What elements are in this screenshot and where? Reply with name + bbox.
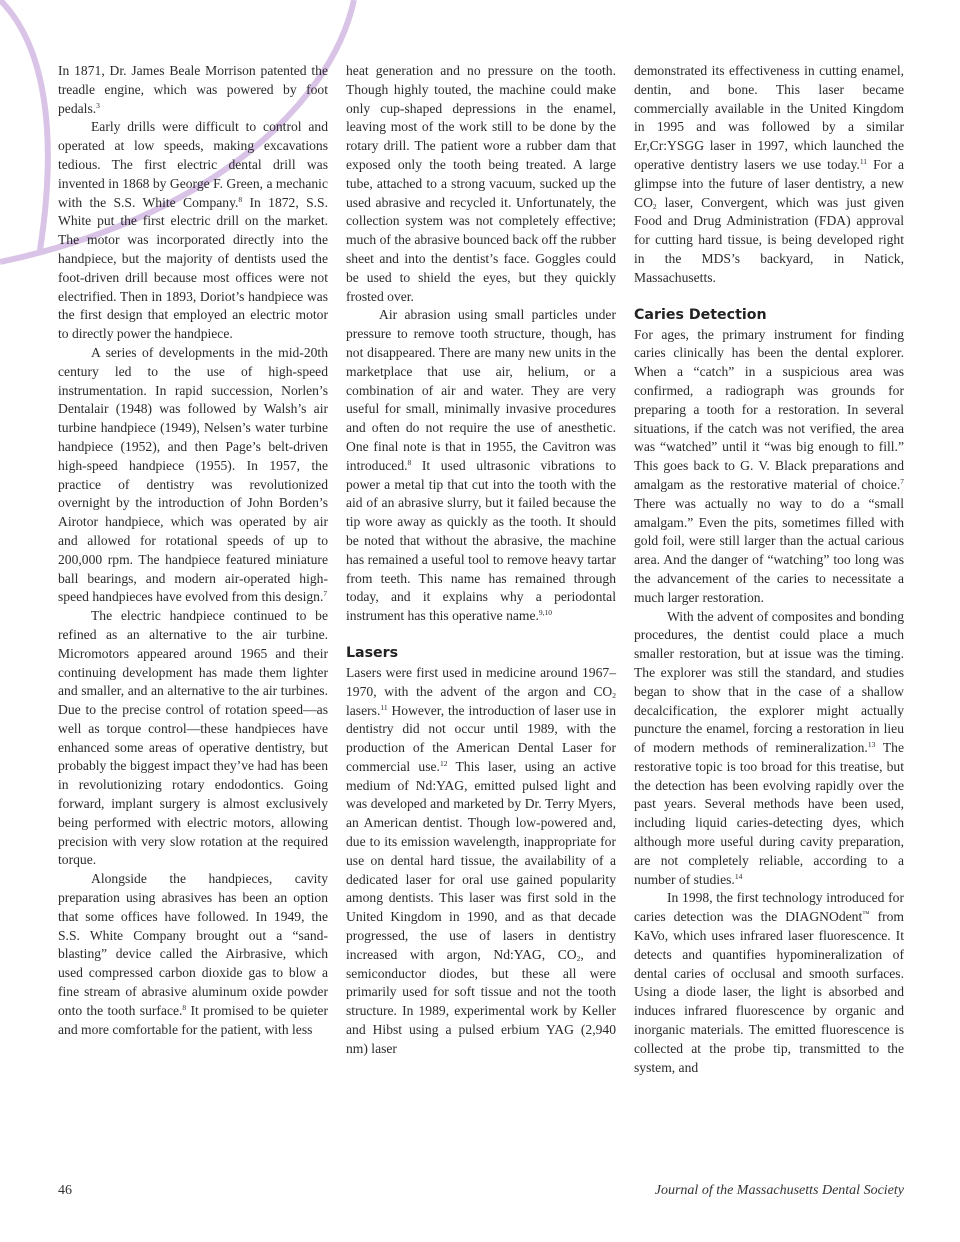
column-2: [346, 62, 616, 1059]
paragraph: Alongside the handpieces, cavity preparation using abrasives has been an option that some offices have followed. In 1949, the S.S. White Company brought out a “sand-blasting” device called the Airbrasive, which used compressed carbon dioxide gas to blow a fine stream of abrasive aluminum oxide powder onto the tooth surface.$^8$ It promised to be quieter and more comfortable for the patient, with less: [58, 871, 328, 1037]
paragraph: Lasers were first used in medicine around 1967–1970, with the advent of the argon and $CO_2$ lasers.$^{11}$ However, the introduction of laser use in dentistry did not occur until 1989, with the production of the American Dental Laser for commercial use.$^{12}$ This laser, using an active medium of Nd:YAG, emitted pulsed light and was developed and marketed by Dr. Terry Myers, an American dentist. Though low-powered and, due to its emission wavelength, inappropriate for use on dental hard tissue, the availability of a dedicated laser for oral use gained popularity among dentists. This laser was first sold in the United Kingdom in 1990, and as that decade progressed, the use of lasers in dentistry increased with argon, Nd:YAG, $CO_2$, and semiconductor diodes, but these all were primarily used for soft tissue and not the tooth structure. In 1989, experimental work by Keller and Hibst using a pulsed erbium YAG (2,940 nm) laser: [346, 664, 616, 1056]
paragraph: demonstrated its effectiveness in cutting enamel, dentin, and bone. This laser became commercially available in the United Kingdom in 1995 and was followed by a similar Er,Cr:YSGG laser in 1997, which launched the operative dentistry lasers we use today.$^{11}$ For a glimpse into the future of laser dentistry, a new $CO_2$ laser, Convergent, which was just given Food and Drug Administration (FDA) approval for cutting hard tissue, is being developed right in the MDS’s backyard, in Natick, Massachusetts.: [634, 63, 904, 285]
paragraph: In 1871, Dr. James Beale Morrison patented the treadle engine, which was powered by foot pedals.$^3$: [58, 63, 328, 116]
paragraph: A series of developments in the mid-20th century led to the use of high-speed instrumentation. In rapid succession, Norlen’s Dentalair (1948) was followed by Walsh’s air turbine handpiece (1949), Nelsen’s water turbine handpiece (1952), and then Page’s belt-driven high-speed handpiece (1955). In 1957, the practice of dentistry was revolutionized overnight by the introduction of John Borden’s Airotor handpiece, which was operated by air and allowed for rotational speeds of up to 200,000 rpm. The handpiece featured miniature ball bearings, and modern air-operated high-speed handpieces have evolved from this design.$^7$: [58, 344, 328, 605]
section-heading-caries-detection: Caries Detection: [634, 306, 767, 323]
journal-name: Journal of the Massachusetts Dental Society: [654, 1183, 904, 1198]
paragraph: Early drills were difficult to control and operated at low speeds, making excavations tedious. The first electric dental drill was invented in 1868 by George F. Green, a mechanic with the S.S. White Company.$^8$ In 1872, S.S. White put the first electric drill on the market. The motor was incorporated directly into the handpiece, but the majority of dentists used the foot-driven drill because most offices were not electrified. Then in 1893, Doriot’s handpiece was the first design that employed an electric motor to directly power the handpiece.: [58, 119, 328, 342]
paragraph: Air abrasion using small particles under pressure to remove tooth structure, though, has not disappeared. There are many new units in the marketplace that use air, helium, or a combination of air and water. They are very useful for small, minimally invasive procedures and often do not require the use of anesthetic. One final note is that in 1955, the Cavitron was introduced.$^8$ It used ultrasonic vibrations to power a metal tip that cut into the tooth with the aid of an abrasive slurry, but it failed because the tip wore away as quickly as the tooth. It should be noted that without the abrasive, the machine has remained a useful tool to remove heavy tartar from teeth. This name has remained through today, and it explains why a periodontal instrument has this operative name.$^{9,10}$: [346, 307, 616, 624]
section-heading-lasers: Lasers: [346, 644, 399, 661]
paragraph: The electric handpiece continued to be refined as an alternative to the air turbine. Micromotors appeared around 1965 and their continuing development has made them lighter and smaller, and an alternative to the air turbines. Due to the precise control of rotation speed—as well as torque control—these handpieces have enhanced some areas of operative dentistry, but probably the biggest impact they’ve had has been in revolutionizing rotary endodontics. Going forward, implant surgery is almost exclusively being performed with electric motors, allowing precision with very slow rotation at the required torque.: [58, 608, 328, 868]
paragraph: heat generation and no pressure on the tooth. Though highly touted, the machine could make only cup-shaped depressions in the enamel, leaving most of the work still to be done by the rotary drill. The patient wore a rubber dam that exposed only the tooth being treated. A large tube, attached to a strong vacuum, sucked up the used abrasive and recycled it. Unfortunately, the collection system was not completely effective; much of the abrasive bounced back off the rubber sheet and into the dentist’s face. Goggles could be used to shield the eyes, but they quickly frosted over.: [346, 63, 617, 304]
column-1: [58, 62, 328, 1039]
decorative-arc-inner: [0, 0, 48, 250]
paragraph: With the advent of composites and bonding procedures, the dentist could place a much smaller restoration, but at issue was the timing. The explorer was still the standard, and studies began to show that in the case of a shallow decalcification, the explorer might actually puncture the enamel, forcing a restoration in lieu of modern methods of remineralization.$^{13}$ The restorative topic is too broad for this treatise, but the detection has been evolving rapidly over the past years. Several methods have been used, including liquid caries-detecting dyes, which although more useful during cavity preparation, are not completely reliable, according to a number of studies.$^{14}$: [634, 608, 904, 887]
page-number: 46: [58, 1183, 72, 1198]
column-3: [634, 62, 904, 1077]
paragraph: For ages, the primary instrument for finding caries clinically has been the dental explorer. When a “catch” in a suspicious area was confirmed, a radiograph was grounds for preparing a tooth for a restoration. In several situations, if the catch was not verified, the area was “watched” until it “was big enough to fill.” This goes back to G. V. Black preparations and amalgam as the restorative material of choice.$^7$ There was actually no way to do a “small amalgam.” Even the pits, sometimes filled with gold foil, were still larger than the actual carious area. And the danger of “watching” too long was the advancement of the caries to necessitate a much larger restoration.: [634, 326, 904, 605]
paragraph: In 1998, the first technology introduced for caries detection was the DIAGNOdent™ from KaVo, which uses infrared laser fluorescence. It detects and quantifies hypomineralization of dental caries of occlusal and smooth surfaces. Using a diode laser, the light is absorbed and induces infrared fluorescence by organic and inorganic materials. The emitted fluorescence is collected at the probe tip, transmitted to the system, and: [634, 890, 905, 1075]
